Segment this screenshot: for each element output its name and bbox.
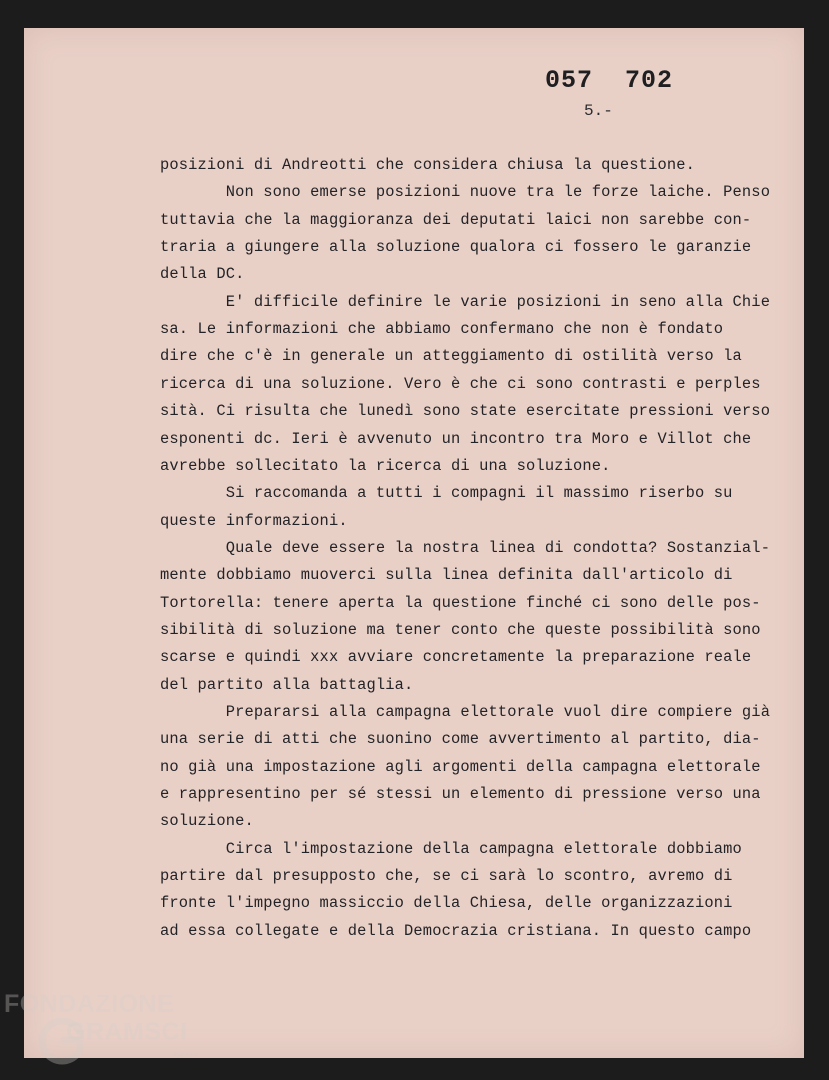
text-line: posizioni di Andreotti che considera chiusa la questione. bbox=[160, 156, 695, 174]
text-line: Si raccomanda a tutti i compagni il massimo riserbo su bbox=[160, 484, 733, 503]
text-line: fronte l'impegno massiccio della Chiesa, delle organizzazioni bbox=[160, 894, 733, 913]
text-line: partire dal presupposto che, se ci sarà lo scontro, avremo di bbox=[160, 867, 733, 886]
text-line: soluzione. bbox=[160, 812, 254, 831]
text-line: Prepararsi alla campagna elettorale vuol dire compiere già bbox=[160, 703, 771, 721]
text-line: ad essa collegate e della Democrazia cristiana. In questo campo bbox=[160, 921, 752, 940]
text-line: ricerca di una soluzione. Vero è che ci sono contrasti e perples bbox=[160, 374, 761, 393]
text-line: sità. Ci risulta che lunedì sono state esercitate pressioni verso bbox=[160, 402, 771, 421]
fondazione-gramsci-watermark bbox=[4, 990, 204, 1075]
watermark-fondazione: FONDAZIONE bbox=[4, 990, 175, 1018]
text-line: Circa l'impostazione della campagna elettorale dobbiamo bbox=[160, 839, 742, 858]
text-line: E' difficile definire le varie posizioni in seno alla Chie bbox=[160, 292, 771, 311]
text-line: Non sono emerse posizioni nuove tra le forze laiche. Penso bbox=[160, 183, 771, 202]
text-line: della DC. bbox=[160, 265, 245, 284]
text-line: dire che c'è in generale un atteggiamento di ostilità verso la bbox=[160, 347, 742, 366]
text-line: scarse e quindi xxx avviare concretamente la preparazione reale bbox=[160, 648, 752, 667]
text-line: esponenti dc. Ieri è avvenuto un incontro tra Moro e Villot che bbox=[160, 429, 752, 448]
watermark-gramsci: GRAMSCI bbox=[66, 1018, 188, 1046]
text-line: una serie di atti che suonino come avvertimento al partito, dia- bbox=[160, 730, 761, 749]
text-line: queste informazioni. bbox=[160, 511, 348, 530]
watermark-onlus: onlus bbox=[174, 1050, 198, 1061]
text-line: sibilità di soluzione ma tener conto che queste possibilità sono bbox=[160, 620, 761, 639]
text-line: tuttavia che la maggioranza dei deputati laici non sarebbe con- bbox=[160, 210, 752, 229]
page-number: 5.- bbox=[584, 102, 613, 120]
text-line: Tortorella: tenere aperta la questione finché ci sono delle pos- bbox=[160, 593, 761, 612]
text-line: mente dobbiamo muoverci sulla linea definita dall'articolo di bbox=[160, 566, 733, 585]
text-line: Quale deve essere la nostra linea di condotta? Sostanzial- bbox=[160, 538, 771, 557]
text-line: del partito alla battaglia. bbox=[160, 675, 414, 694]
archive-number: 057 702 bbox=[545, 66, 674, 95]
text-line: no già una impostazione agli argomenti della campagna elettorale bbox=[160, 757, 761, 776]
text-line: traria a giungere alla soluzione qualora ci fossero le garanzie bbox=[160, 238, 752, 257]
text-line: avrebbe sollecitato la ricerca di una soluzione. bbox=[160, 456, 611, 475]
text-line: e rappresentino per sé stessi un elemento di pressione verso una bbox=[160, 785, 761, 804]
text-line: sa. Le informazioni che abbiamo confermano che non è fondato bbox=[160, 320, 724, 339]
